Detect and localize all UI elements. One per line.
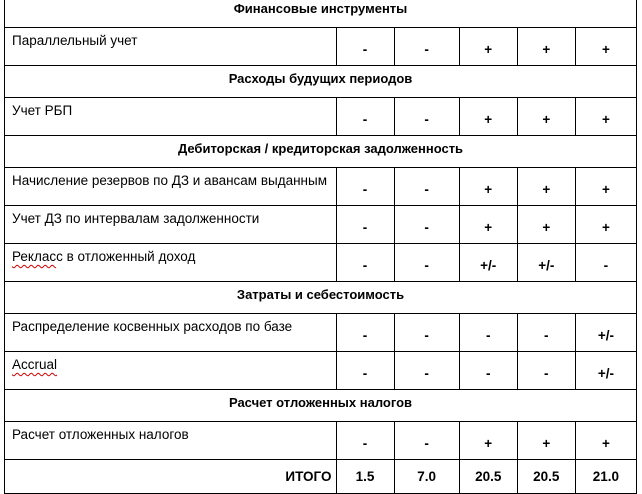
mark-cell: - <box>336 28 394 66</box>
mark-cell: - <box>459 352 517 390</box>
mark-cell: + <box>459 98 517 136</box>
mark-cell: +/- <box>459 244 517 282</box>
mark-cell: - <box>336 244 394 282</box>
comparison-table <box>4 0 637 494</box>
row-label: Распределение косвенных расходов по базе <box>5 314 337 352</box>
mark-cell: - <box>394 168 459 206</box>
mark-cell: + <box>575 98 636 136</box>
mark-cell: - <box>394 244 459 282</box>
mark-cell: - <box>336 98 394 136</box>
mark-cell: - <box>336 422 394 460</box>
mark-cell: + <box>459 422 517 460</box>
table-row <box>5 244 637 282</box>
table-row <box>5 314 637 352</box>
total-row <box>5 460 637 494</box>
section-header-deferred-taxes <box>5 390 637 422</box>
mark-cell: + <box>459 28 517 66</box>
mark-cell: +/- <box>517 244 575 282</box>
mark-cell: - <box>336 168 394 206</box>
spellcheck-flagged-text: Accrual <box>12 357 58 372</box>
table-row <box>5 206 637 244</box>
mark-cell: - <box>517 352 575 390</box>
mark-cell: +/- <box>575 314 636 352</box>
row-label-rest: с в отложенный доход <box>56 249 196 264</box>
mark-cell: + <box>517 206 575 244</box>
mark-cell: + <box>575 206 636 244</box>
total-label: ИТОГО <box>5 460 337 494</box>
total-value: 1.5 <box>336 460 394 494</box>
mark-cell: - <box>336 352 394 390</box>
total-value: 7.0 <box>394 460 459 494</box>
total-value: 20.5 <box>517 460 575 494</box>
mark-cell: - <box>336 314 394 352</box>
table-row <box>5 168 637 206</box>
section-header-receivables-payables <box>5 136 637 168</box>
section-title: Дебиторская / кредиторская задолженность <box>177 141 464 156</box>
mark-cell: - <box>459 314 517 352</box>
row-label: Расчет отложенных налогов <box>5 422 337 460</box>
row-label: Начисление резервов по ДЗ и авансам выданным <box>5 168 337 206</box>
row-label: Учет РБП <box>5 98 337 136</box>
row-label <box>5 244 337 282</box>
table-row <box>5 28 637 66</box>
mark-cell: - <box>394 352 459 390</box>
total-value: 20.5 <box>459 460 517 494</box>
section-title: Затраты и себестоимость <box>236 287 405 302</box>
mark-cell: + <box>575 168 636 206</box>
mark-cell: +/- <box>575 352 636 390</box>
mark-cell: + <box>517 98 575 136</box>
mark-cell: - <box>394 314 459 352</box>
mark-cell: + <box>575 422 636 460</box>
spellcheck-flagged-text: Реклас <box>12 249 57 264</box>
mark-cell: - <box>394 28 459 66</box>
row-label: Учет ДЗ по интервалам задолженности <box>5 206 337 244</box>
section-header-costs <box>5 282 637 314</box>
section-title: Расчет отложенных налогов <box>228 395 413 410</box>
mark-cell: - <box>517 314 575 352</box>
section-title: Расходы будущих периодов <box>228 71 413 86</box>
section-header-deferred-expenses <box>5 66 637 98</box>
mark-cell: + <box>459 168 517 206</box>
table-row <box>5 352 637 390</box>
mark-cell: + <box>517 28 575 66</box>
mark-cell: - <box>575 244 636 282</box>
total-value: 21.0 <box>575 460 636 494</box>
table-row <box>5 422 637 460</box>
mark-cell: - <box>336 206 394 244</box>
section-header-financial-instruments <box>5 0 637 28</box>
mark-cell: + <box>517 168 575 206</box>
mark-cell: + <box>575 28 636 66</box>
row-label: Параллельный учет <box>5 28 337 66</box>
row-label <box>5 352 337 390</box>
section-title: Финансовые инструменты <box>233 1 408 16</box>
mark-cell: - <box>394 206 459 244</box>
mark-cell: - <box>394 98 459 136</box>
mark-cell: + <box>517 422 575 460</box>
mark-cell: + <box>459 206 517 244</box>
mark-cell: - <box>394 422 459 460</box>
table-row <box>5 98 637 136</box>
